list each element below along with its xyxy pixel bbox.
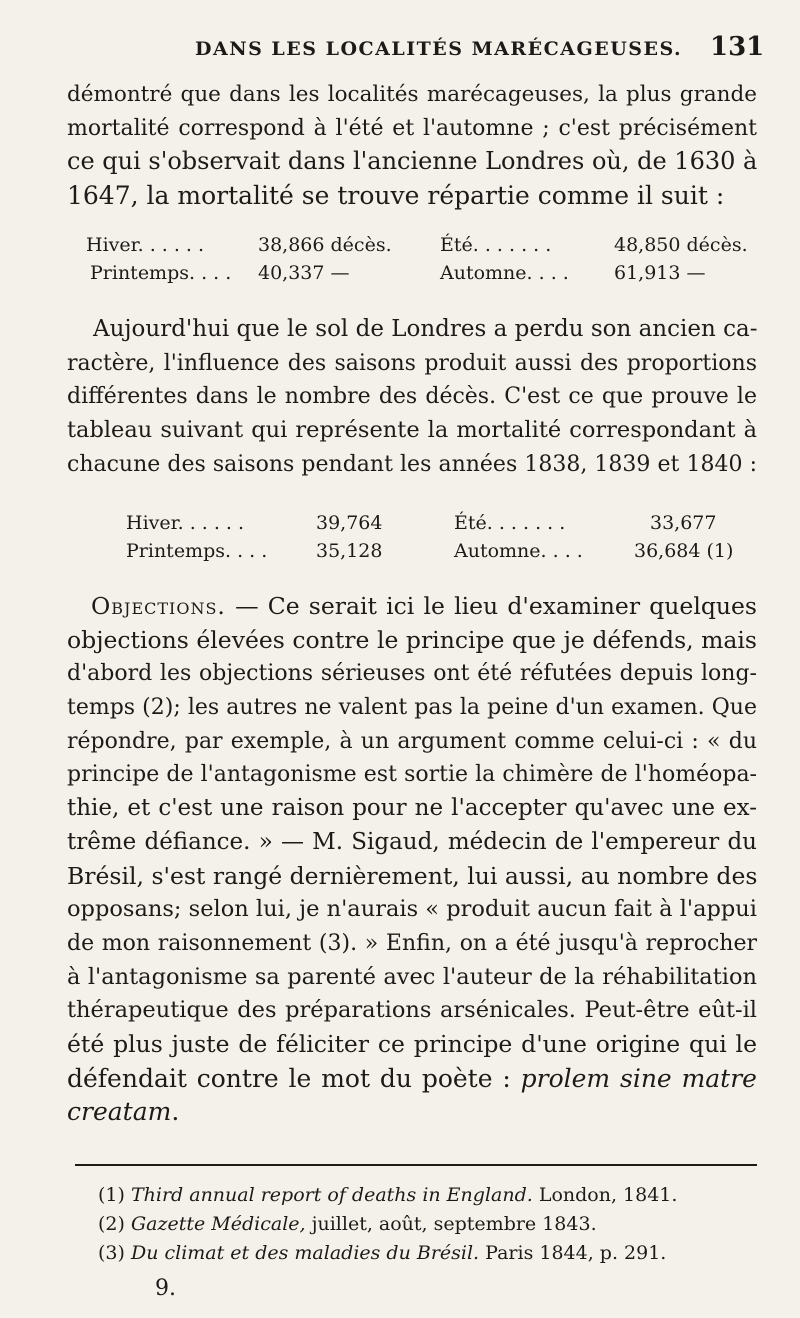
paragraph-1 xyxy=(67,78,757,213)
footnote-rule xyxy=(75,1164,757,1166)
page-header xyxy=(0,30,800,70)
death-count: 36,684 (1) xyxy=(634,540,734,562)
text-line: 1647, la mortalité se trouve répartie comme il suit : xyxy=(67,181,725,211)
signature-mark: 9. xyxy=(155,1276,176,1301)
text-line: ce qui s'observait dans l'ancienne Londres où, de 1630 à xyxy=(67,147,758,176)
footnote-1 xyxy=(98,1184,677,1206)
text-line: tableau suivant qui représente la mortalité correspondant à xyxy=(67,417,757,444)
section-heading: Objections. xyxy=(91,592,226,620)
text-line: Aujourd'hui que le sol de Londres a perdu son ancien ca- xyxy=(93,316,758,342)
text-fragment: — Ce serait ici le lieu d'examiner quelques xyxy=(225,592,757,620)
season-label: Printemps. . . . xyxy=(126,540,268,562)
death-count: 40,337 — xyxy=(258,262,350,284)
footnote-number: (2) xyxy=(98,1213,125,1235)
text-line: thie, et c'est une raison pour ne l'accepter qu'avec une ex- xyxy=(67,795,757,822)
text-line: trême défiance. » — M. Sigaud, médecin de l'empereur du xyxy=(67,828,757,855)
text-line xyxy=(67,590,757,624)
text-line xyxy=(67,1095,757,1129)
text-fragment: défendait contre le mot du poète : xyxy=(67,1063,521,1093)
footnote-text: juillet, août, septembre 1843. xyxy=(305,1213,597,1235)
footnote-3 xyxy=(98,1242,666,1264)
text-line: Brésil, s'est rangé dernièrement, lui aussi, au nombre des xyxy=(67,861,758,890)
text-line: différentes dans le nombre des décès. C'est ce que prouve le xyxy=(67,384,757,410)
death-count: 61,913 — xyxy=(614,262,706,284)
text-line: chacune des saisons pendant les années 1838, 1839 et 1840 : xyxy=(67,451,757,477)
paragraph-2 xyxy=(67,313,757,481)
text-line: à l'antagonisme sa parenté avec l'auteur de la réhabilitation xyxy=(67,963,757,990)
latin-quote: prolem sine matre xyxy=(520,1063,757,1093)
footnote-number: (1) xyxy=(98,1184,125,1206)
death-count: 48,850 décès. xyxy=(614,234,748,256)
season-label: Hiver. . . . . . xyxy=(126,512,245,534)
text-line: temps (2); les autres ne valent pas la peine d'un examen. Que xyxy=(67,695,757,721)
death-count: 35,128 xyxy=(316,540,383,562)
footnote-title: Gazette Médicale, xyxy=(130,1213,306,1235)
text-line: ractère, l'influence des saisons produit aussi des proportions xyxy=(67,350,757,376)
footnote-number: (3) xyxy=(98,1242,125,1264)
text-line: répondre, par exemple, à un argument comme celui-ci : « du xyxy=(67,728,757,754)
latin-quote: creatam xyxy=(67,1097,172,1127)
text-fragment: . xyxy=(171,1097,180,1127)
death-count: 33,677 xyxy=(650,512,717,534)
text-line: mortalité correspond à l'été et l'automne ; c'est précisément xyxy=(67,115,757,141)
running-head: DANS LES LOCALITÉS MARÉCAGEUSES. xyxy=(195,38,683,60)
text-line: objections élevées contre le principe que je défends, mais xyxy=(67,625,757,654)
text-line: démontré que dans les localités marécageuses, la plus grande xyxy=(67,82,757,107)
text-line: de mon raisonnement (3). » Enfin, on a été jusqu'à reprocher xyxy=(67,930,757,956)
footnote-text: Paris 1844, p. 291. xyxy=(479,1242,667,1264)
text-line: été plus juste de féliciter ce principe d'une origine qui le xyxy=(67,1029,757,1058)
season-label: Automne. . . . xyxy=(454,540,583,562)
text-line: opposans; selon lui, je n'aurais « produit aucun fait à l'appui xyxy=(67,896,757,923)
death-count: 39,764 xyxy=(316,512,383,534)
footnote-title: Third annual report of deaths in England. xyxy=(130,1184,533,1206)
season-label: Été. . . . . . . xyxy=(440,234,552,256)
footnote-text: London, 1841. xyxy=(532,1184,678,1206)
death-count: 38,866 décès. xyxy=(258,234,392,256)
page-number: 131 xyxy=(710,32,765,62)
season-label: Hiver. . . . . . xyxy=(86,234,205,256)
text-line xyxy=(67,1062,757,1096)
text-line: principe de l'antagonisme est sortie la chimère de l'homéopa- xyxy=(67,762,757,788)
text-line: d'abord les objections sérieuses ont été réfutées depuis long- xyxy=(67,661,757,687)
footnote-title: Du climat et des maladies du Brésil. xyxy=(130,1242,480,1264)
season-label: Automne. . . . xyxy=(440,262,569,284)
footnote-2 xyxy=(98,1213,597,1235)
season-label: Été. . . . . . . xyxy=(454,512,566,534)
season-label: Printemps. . . . xyxy=(90,262,232,284)
paragraph-3 xyxy=(67,590,757,1129)
text-line: thérapeutique des préparations arsénicales. Peut-être eût-il xyxy=(67,997,757,1024)
